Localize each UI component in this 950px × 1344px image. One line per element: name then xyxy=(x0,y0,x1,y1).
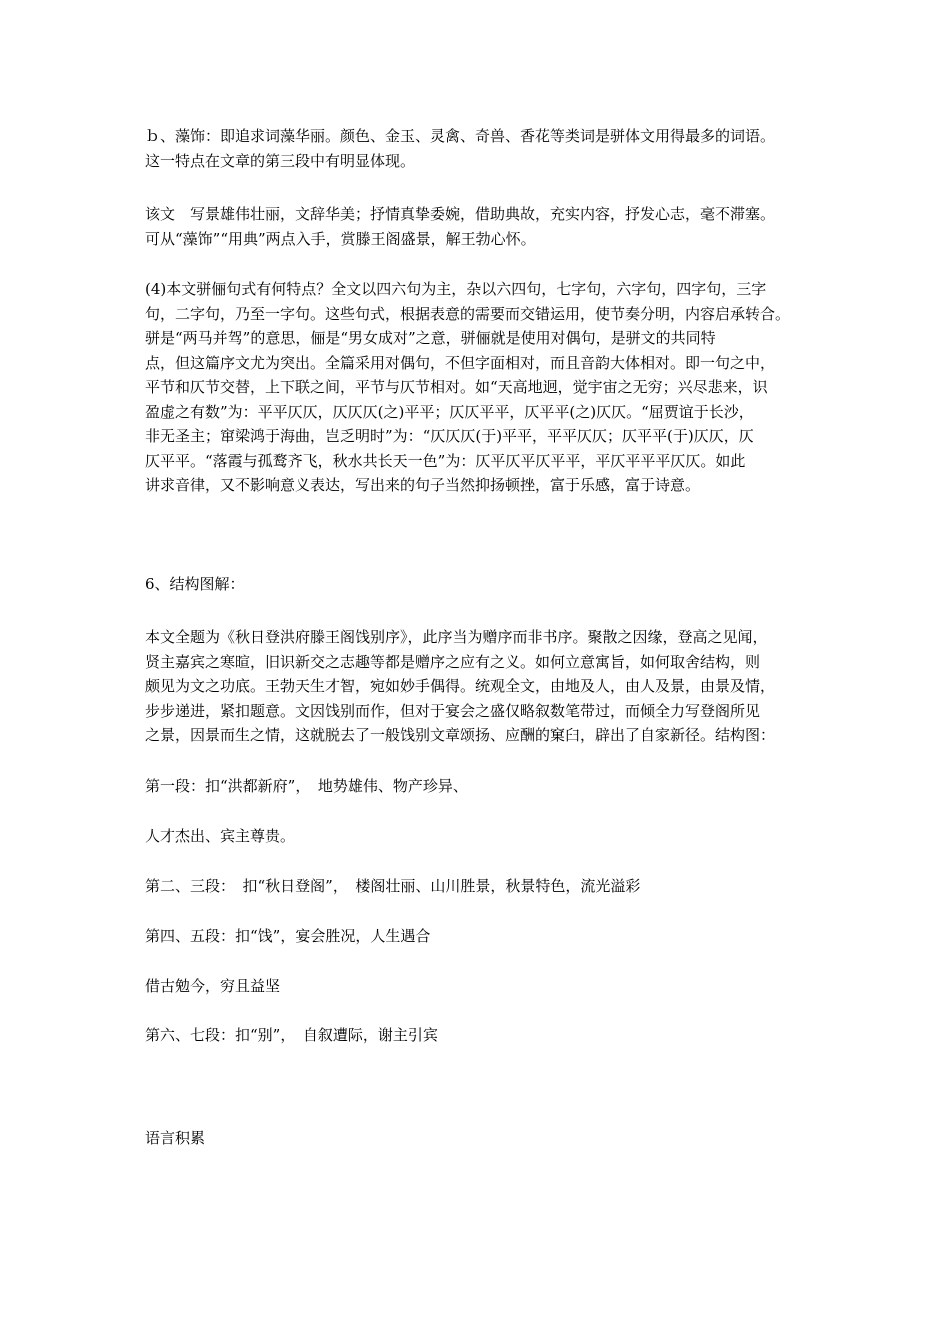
heading-text: 6、结构图解： xyxy=(145,575,245,593)
paragraph-parallel-sentences xyxy=(145,277,817,498)
text-line: 讲求音律，又不影响意义表达，写出来的句子当然抑扬顿挫，富于乐感，富于诗意。 xyxy=(145,476,701,494)
text-line: 借古勉今，穷且益坚 xyxy=(145,977,281,995)
text-line: ｂ、藻饰：即追求词藻华丽。颜色、金玉、灵禽、奇兽、香花等类词是骈体文用得最多的词语。 xyxy=(145,127,776,145)
text-line: 颇见为文之功底。王勃天生才智，宛如妙手偶得。统观全文，由地及人，由人及景，由景及情， xyxy=(145,677,776,695)
text-line: 平节和仄节交替，上下联之间，平节与仄节相对。如“天高地迥，觉宇宙之无穷；兴尽悲来，识 xyxy=(145,378,768,396)
text-line: 点，但这篇序文尤为突出。全篇采用对偶句，不但字面相对，而且音韵大体相对。即一句之中， xyxy=(145,353,776,372)
text-line: 第一段：扣“洪都新府”， 地势雄伟、物产珍异、 xyxy=(145,777,468,795)
text-line: 贤主嘉宾之寒暄，旧识新交之志趣等都是赠序之应有之义。如何立意寓旨，如何取舍结构，则 xyxy=(145,652,761,671)
paragraph-ornament xyxy=(145,124,817,173)
text-line: 本文全题为《秋日登洪府滕王阁饯别序》，此序当为赠序而非书序。聚散之因缘，登高之见闻， xyxy=(145,628,768,646)
text-line: 第二、三段： 扣“秋日登阁”， 楼阁壮丽、山川胜景，秋景特色，流光溢彩 xyxy=(145,877,641,895)
section-heading xyxy=(145,572,817,597)
text-line: 第六、七段：扣“别”， 自叙遭际，谢主引宾 xyxy=(145,1026,438,1044)
paragraph-structure-intro xyxy=(145,625,817,748)
text-line: 非无圣主；窜梁鸿于海曲，岂乏明时”为：“仄仄仄(于)平平，平平仄仄；仄平平(于)仄仄，仄 xyxy=(145,427,754,445)
text-line: 这一特点在文章的第三段中有明显体现。 xyxy=(145,151,416,170)
text-line: 第四、五段：扣“饯”，宴会胜况，人生遇合 xyxy=(145,927,431,945)
paragraph-summary xyxy=(145,202,817,251)
text-line: 句，二字句，乃至一字句。这些句式，根据表意的需要而交错运用，使节奏分明，内容启承转合。 xyxy=(145,304,791,323)
structure-item-3 xyxy=(145,924,817,949)
text-line: 步步递进，紧扣题意。文因饯别而作，但对于宴会之盛仅略叙数笔带过，而倾全力写登阁所见 xyxy=(145,701,761,720)
structure-item-1 xyxy=(145,774,817,799)
text-line: 盈虚之有数”为：平平仄仄，仄仄仄(之)平平；仄仄平平，仄平平(之)仄仄。“屈贾谊于长沙， xyxy=(145,402,754,421)
structure-item-4 xyxy=(145,1023,817,1048)
heading-text: 语言积累 xyxy=(145,1129,206,1147)
text-line: 该文 写景雄伟壮丽，文辞华美；抒情真挚委婉，借助典故，充实内容，抒发心志，毫不滞塞。 xyxy=(145,205,776,223)
structure-item-1-cont xyxy=(145,824,817,849)
structure-item-3-cont xyxy=(145,974,817,999)
text-line: 可从“藻饰”“用典”两点入手，赏滕王阁盛景，解王勃心怀。 xyxy=(145,229,536,248)
section-heading-language xyxy=(145,1126,817,1151)
text-line: 之景，因景而生之情，这就脱去了一般饯别文章颂扬、应酬的窠臼，辟出了自家新径。结构图： xyxy=(145,726,776,744)
text-line: 仄平平。“落霞与孤鹜齐飞，秋水共长天一色”为：仄平仄平仄平平，平仄平平平仄仄。如此 xyxy=(145,451,746,470)
text-line: 人才杰出、宾主尊贵。 xyxy=(145,827,296,845)
structure-item-2 xyxy=(145,874,817,899)
text-line: 骈是“两马并驾”的意思，俪是“男女成对”之意，骈俪就是使用对偶句，是骈文的共同特 xyxy=(145,329,716,347)
text-line: (4)本文骈俪句式有何特点？全文以四六句为主，杂以六四句，七字句，六字句，四字句，三字 xyxy=(145,280,767,298)
